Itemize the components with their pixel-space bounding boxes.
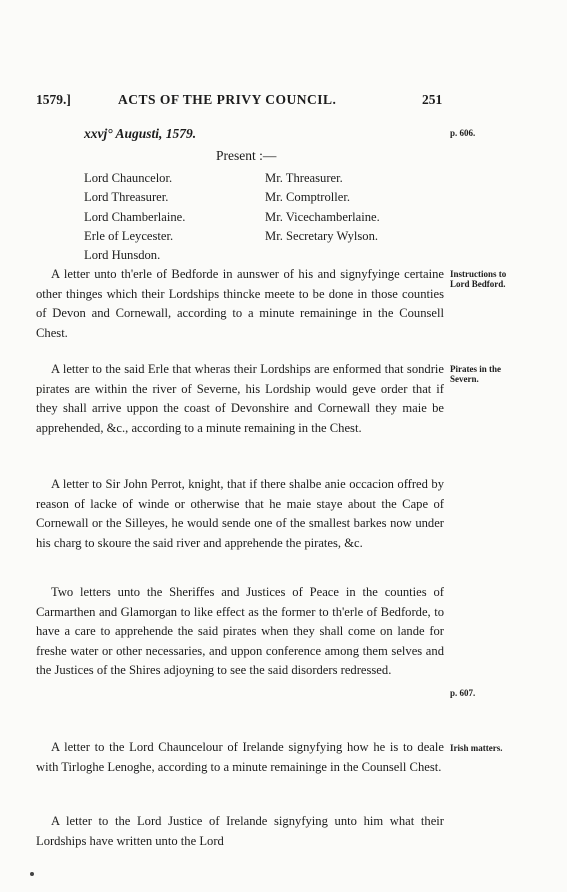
sidenote-irish-matters: Irish matters.	[450, 743, 503, 753]
page-reference-606: p. 606.	[450, 128, 476, 138]
present-member: Lord Threasurer.	[84, 190, 169, 205]
running-header-title: ACTS OF THE PRIVY COUNCIL.	[118, 92, 337, 107]
present-member: Lord Hunsdon.	[84, 248, 161, 263]
entry-chancellor-ireland: A letter to the Lord Chauncelour of Irelande signyfying how he is to deale with Tirloghe Lenoghe, according to a minute remaininge in the Counsell Chest.	[36, 740, 444, 774]
running-header-year: 1579.]	[36, 92, 71, 107]
page-reference-607: p. 607.	[450, 688, 476, 698]
sidenote-instructions: Instructions to Lord Bedford.	[450, 269, 507, 289]
entry-severn-pirates: A letter to the said Erle that wheras their Lordships are enformed that sondrie pirates are within the river of Severne, his Lordship would geve order that if they shall arrive uppon the coast of Devonshire and Cornewall they maie be apprehended, &c., according to a minute remaining in the Chest.	[36, 362, 444, 435]
entry-perrot-letter: A letter to Sir John Perrot, knight, that if there shalbe anie occacion offred by reason of lacke of winde or otherwise that he maie staye about the Cape of Cornewall or the Silleyes, he would sende one of the smallest barkes now under his charg to skoure the said river and apprehende the pirates, &c.	[36, 477, 444, 550]
page-mark	[30, 872, 34, 876]
entry-justice-ireland: A letter to the Lord Justice of Irelande signyfying unto him what their Lordships have written unto the Lord	[36, 814, 444, 848]
present-member: Mr. Secretary Wylson.	[265, 228, 379, 243]
entry-sheriffs-letters: Two letters unto the Sheriffes and Justices of Peace in the counties of Carmarthen and Glamorgan to like effect as the former to th'erle of Bedforde, to have a care to apprehende the said pirates when they shall come on lande for freshe water or other necessaries, and uppon conference among them selves and the Justices of the Shires adjoyning to see the said disorders redressed.	[36, 585, 444, 678]
page-number: 251	[422, 92, 443, 107]
present-member: Lord Chamberlaine.	[84, 209, 186, 224]
present-member: Mr. Vicechamberlaine.	[265, 209, 380, 224]
present-label: Present :—	[216, 148, 277, 163]
present-member: Mr. Threasurer.	[265, 171, 343, 185]
present-member: Erle of Leycester.	[84, 228, 174, 243]
meeting-date: xxvj° Augusti, 1579.	[84, 126, 197, 141]
sidenote-pirates: Pirates in the Severn.	[450, 364, 501, 384]
entry-bedford-letter: A letter unto th'erle of Bedforde in aunswer of his and signyfyinge certaine other thinges which their Lordships thincke meete to be done in those counties of Devon and Cornewall, according to a minute remaininge in the Counsell Chest.	[36, 267, 444, 340]
present-member: Mr. Comptroller.	[265, 190, 351, 205]
present-list-left	[84, 169, 185, 265]
present-member: Lord Chauncelor.	[84, 171, 173, 185]
present-list-right	[265, 169, 380, 246]
